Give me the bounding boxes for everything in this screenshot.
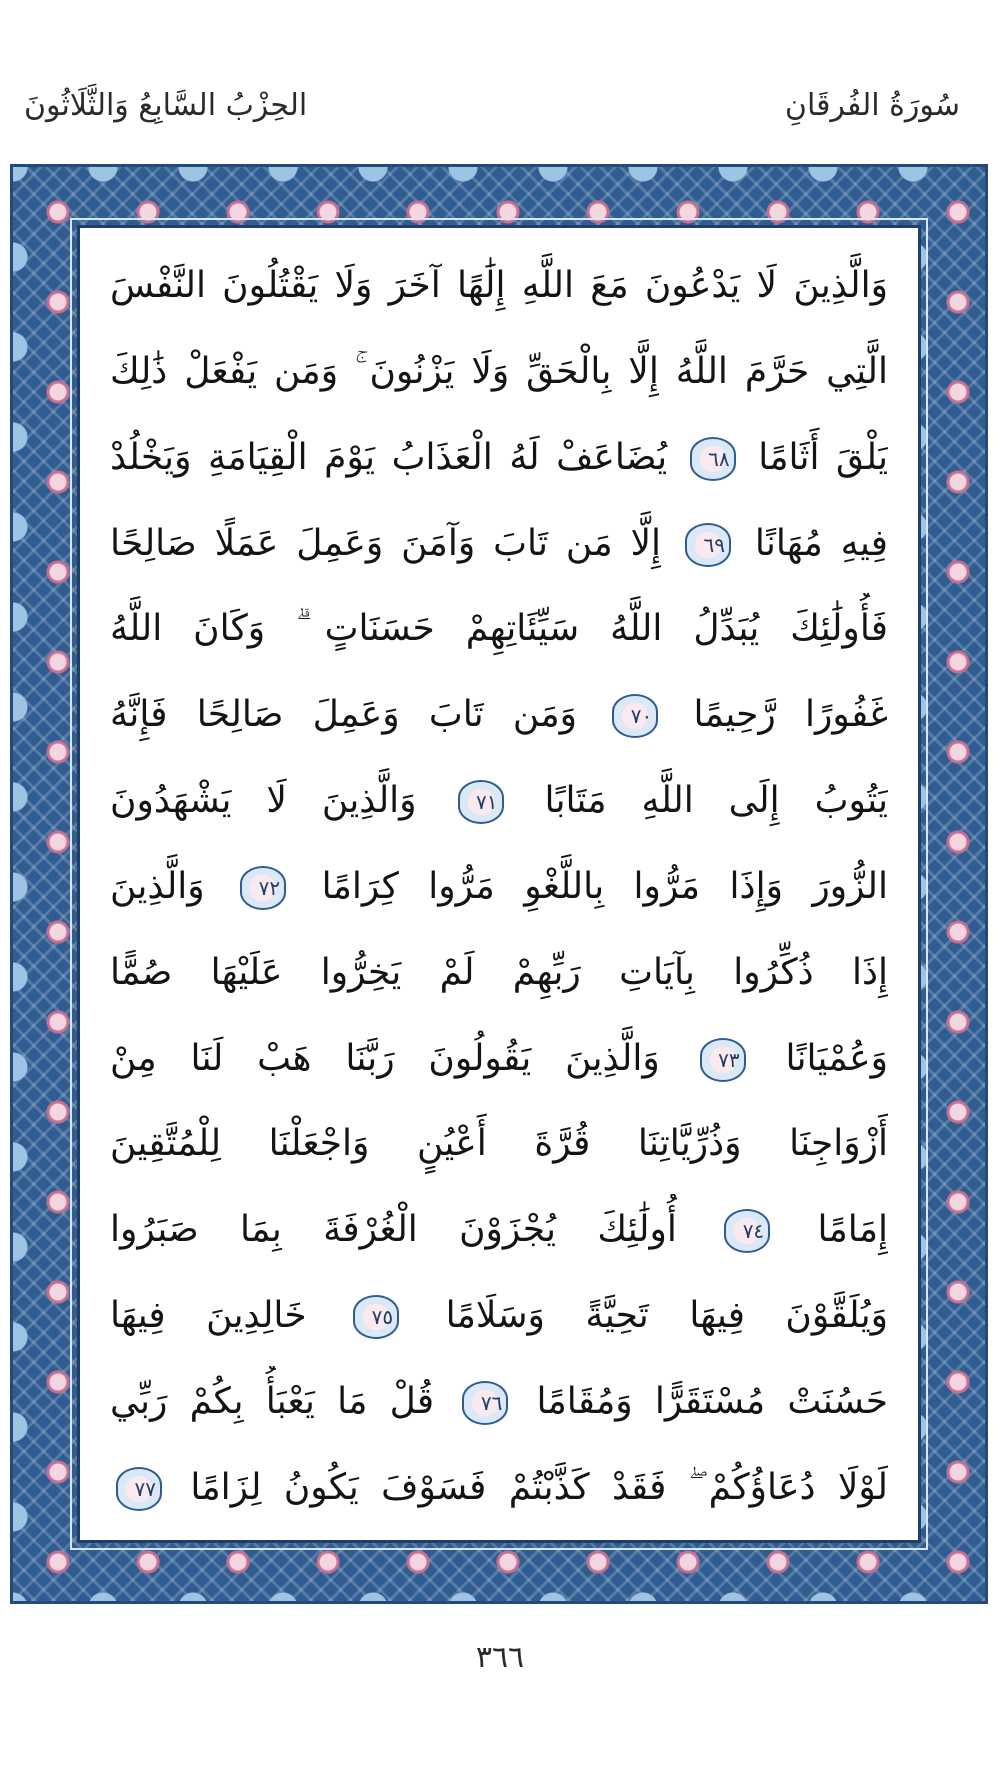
verse-text: وَمَن تَابَ وَعَمِلَ صَالِحًا فَإِنَّهُ <box>110 694 577 736</box>
ayah-number-marker: ٧٦ <box>462 1381 508 1425</box>
verse-text: الزُّورَ وَإِذَا مَرُّوا بِاللَّغْوِ مَرُّوا كِرَامًا <box>321 865 888 907</box>
ayah-number-marker: ٧٤ <box>724 1209 770 1253</box>
ayah-number-marker: ٧٣ <box>700 1038 746 1082</box>
verse-text: قُلْ مَا يَعْبَأُ بِكُمْ رَبِّي <box>110 1380 435 1422</box>
verse-text: إِمَامًا <box>817 1209 888 1251</box>
verse-line <box>110 336 888 408</box>
ayah-number-marker: ٧٠ <box>612 694 658 738</box>
hizb-name: الحِزْبُ السَّابِعُ وَالثَّلَاثُونَ <box>24 88 308 123</box>
surah-name: سُورَةُ الفُرقَانِ <box>784 88 960 123</box>
verse-line <box>110 422 888 494</box>
ayah-number-marker: ٧٥ <box>353 1295 399 1339</box>
ornamental-frame <box>10 164 988 1604</box>
verse-text: إِذَا ذُكِّرُوا بِآيَاتِ رَبِّهِمْ لَمْ يَخِرُّوا عَلَيْهَا صُمًّا <box>110 951 888 993</box>
verse-line <box>110 1108 888 1180</box>
verse-text: فِيهِ مُهَانًا <box>754 522 888 564</box>
verse-text: وَعُمْيَانًا <box>785 1037 888 1079</box>
verse-line <box>110 1023 888 1095</box>
verse-line <box>110 593 888 665</box>
verse-text: حَسُنَتْ مُسْتَقَرًّا وَمُقَامًا <box>536 1380 888 1422</box>
verse-line <box>110 1452 888 1524</box>
verse-text: أُولَٰئِكَ يُجْزَوْنَ الْغُرْفَةَ بِمَا صَبَرُوا <box>110 1209 677 1251</box>
verse-line <box>110 851 888 923</box>
verse-text: وَيُلَقَّوْنَ فِيهَا تَحِيَّةً وَسَلَامًا <box>445 1295 888 1337</box>
verses-block <box>110 250 888 1524</box>
verse-text: وَالَّذِينَ <box>110 865 205 907</box>
verse-line <box>110 1280 888 1352</box>
ayah-number-marker: ٦٩ <box>685 523 731 567</box>
verse-line <box>110 937 888 1009</box>
verse-text: وَالَّذِينَ لَا يَدْعُونَ مَعَ اللَّهِ إِلَٰهًا آخَرَ وَلَا يَقْتُلُونَ النَّفْسَ <box>110 265 888 306</box>
verse-text: وَالَّذِينَ لَا يَشْهَدُونَ <box>110 780 417 822</box>
verse-text: يُضَاعَفْ لَهُ الْعَذَابُ يَوْمَ الْقِيَامَةِ وَيَخْلُدْ <box>110 436 668 478</box>
verse-text: خَالِدِينَ فِيهَا <box>110 1295 307 1337</box>
verse-text: يَتُوبُ إِلَى اللَّهِ مَتَابًا <box>544 780 888 822</box>
verse-text: لَوْلَا دُعَاؤُكُمْ ۖ فَقَدْ كَذَّبْتُمْ فَسَوْفَ يَكُونُ لِزَامًا <box>190 1466 888 1508</box>
ayah-number-marker: ٧٧ <box>116 1467 162 1511</box>
page-number: ٣٦٦ <box>475 1640 525 1675</box>
verse-line <box>110 508 888 580</box>
ayah-number-marker: ٧١ <box>458 780 504 824</box>
ayah-number-marker: ٦٨ <box>690 437 736 481</box>
verse-line <box>110 250 888 322</box>
verse-text: أَزْوَاجِنَا وَذُرِّيَّاتِنَا قُرَّةَ أَعْيُنٍ وَاجْعَلْنَا لِلْمُتَّقِينَ <box>110 1123 888 1165</box>
verse-text: يَلْقَ أَثَامًا <box>758 436 888 478</box>
verse-text: إِلَّا مَن تَابَ وَآمَنَ وَعَمِلَ عَمَلًا صَالِحًا <box>110 522 662 564</box>
text-panel <box>77 225 921 1543</box>
verse-line <box>110 1194 888 1266</box>
verse-text: وَالَّذِينَ يَقُولُونَ رَبَّنَا هَبْ لَنَا مِنْ <box>110 1037 660 1079</box>
verse-line <box>110 1366 888 1438</box>
verse-text: فَأُولَٰئِكَ يُبَدِّلُ اللَّهُ سَيِّئَاتِهِمْ حَسَنَاتٍ ۗ وَكَانَ اللَّهُ <box>110 608 888 650</box>
verse-text: الَّتِي حَرَّمَ اللَّهُ إِلَّا بِالْحَقِّ وَلَا يَزْنُونَ ۚ وَمَن يَفْعَلْ ذَٰلِكَ <box>110 350 888 392</box>
verse-line <box>110 765 888 837</box>
ayah-number-marker: ٧٢ <box>240 866 286 910</box>
verse-text: غَفُورًا رَّحِيمًا <box>693 694 888 736</box>
page-header <box>0 88 1000 138</box>
verse-line <box>110 679 888 751</box>
